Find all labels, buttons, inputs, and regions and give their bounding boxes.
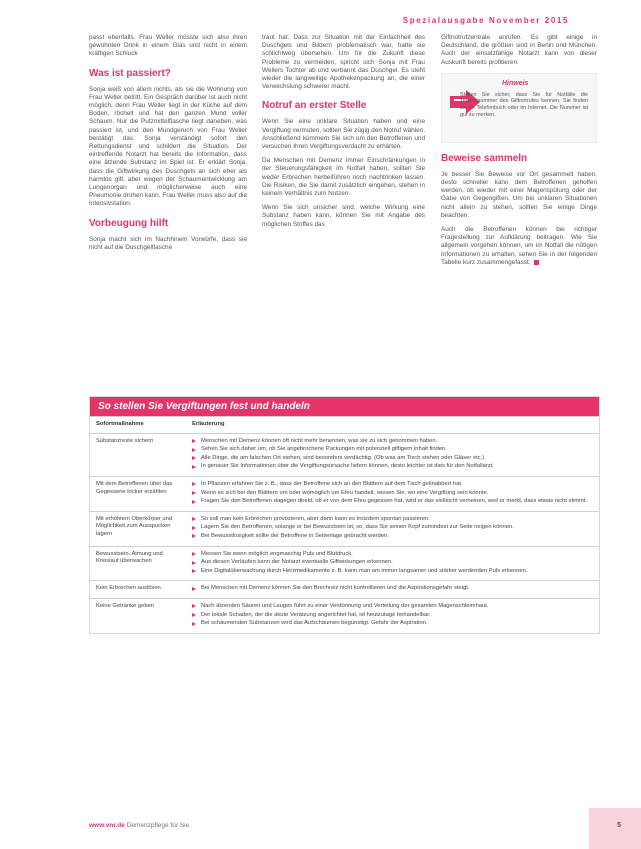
header-cell: Erläuterung — [192, 421, 225, 427]
paragraph-text: Auch die Betroffenen können bei richtiger Fragestellung zur Aufklärung beitragen. Wie Sie allgemein vorgehen können, um im Notfall die nötigen Informationen zu erhalten, sehen Sie in der folgenden Tabelle kurz zusammengefasst. — [441, 226, 597, 266]
bullet-item: Bei Bewusstlosigkeit sollte der Betroffene in Seitenlage gebracht werden. — [192, 533, 593, 541]
explanation-cell — [184, 434, 599, 476]
paragraph: Wenn Sie eine unklare Situation haben und eine Vergiftung vermuten, sollten Sie zügig den Notruf wählen. Anschließend kümmern Sie sich um den Betroffenen und versuchen Ihren Vergiftungsverdacht zu erhärten. — [262, 118, 425, 151]
paragraph: Je besser Sie Beweise vor Ort gesammelt haben, desto schneller kann dem Betroffenen geholfen werden, ob wieder mit einer Magenspülung oder der Gabe von Gegengiften. Um bei unklaren Situationen nicht allein zu stehen, sollten Sie einige Dinge beachten. — [441, 170, 597, 219]
measure-cell: Bewusstsein, Atmung und Kreislauf überwachen — [96, 550, 163, 565]
paragraph: Sonja macht sich im Nachhinein Vorwürfe, dass sie nicht auf die Duschgelflasche — [89, 235, 247, 251]
section-heading: Beweise sammeln — [441, 152, 528, 164]
bullet-item: Sehen Sie sich daher um, ob Sie angebrochene Packungen mit potenziell giftigem Inhalt finden. — [192, 446, 593, 454]
measure-cell: Keine Getränke geben — [96, 602, 155, 609]
bullet-item: Aus diesen Verläufen kann der Notarzt eventuelle Giftwirkungen erkennen. — [192, 559, 593, 567]
explanation-cell — [184, 581, 599, 598]
bullet-item: Nach ätzenden Säuren und Laugen führt zu einer Verdünnung und Verteilung der gesamten Magenschleimhaut. — [192, 603, 593, 611]
section-heading: Notruf an erster Stelle — [262, 100, 367, 112]
explanation-cell — [184, 599, 599, 633]
paragraph: Sonja weiß von allem nichts, als sie die Wohnung von Frau Weller betritt. Ein Gespräch darüber ist auch nicht möglich, denn Frau Weller liegt in der Küche auf dem Boden, röchelt und hat den ganzen Mund voller Schaum. Nur die Putzmittelflasche liegt daneben, was passiert ist, und den Mundgeruch von Frau Weller bestätigt das. Sonja verständigt sofort den Rettungsdienst und schildert die Situation. Der eintreffende Notarzt hat bereits die Information, dass eine ätzende Substanz im Spiel ist. Er erklärt Sonja, dass die Giftwirkung des Duschgels an sich eher als harmlos gilt, aber wegen der Schaumentwicklung am Lungenorgan und möglicherweise auch eine Pneumonie drohen kann. Frau Weller muss also auf die Intensivstation. — [89, 85, 247, 208]
table-row — [90, 476, 599, 511]
bullet-item: Der lokale Schaden, der die akute Verätzung angerichtet hat, ist heutzutage behandelbar. — [192, 612, 593, 620]
paragraph — [441, 226, 597, 267]
paragraph: traut hat. Dass zur Situation mit der Einfachheit des Duschgels und Bildern problematisch war, hatte sie schlichtweg übersehen. Um für die Zukunft diese Probleme zu vermeiden, spricht sich Sonja mit Frau Wellers Tochter ab und verbannt das Duschgel. Es steht wieder die langweilige Apothekenpackung an, die einer Verwechslung schwerer macht. — [262, 34, 425, 91]
explanation-cell — [184, 512, 599, 546]
measure-cell: Kein Erbrechen auslösen — [96, 585, 161, 592]
column-3 — [441, 34, 597, 273]
hint-box — [441, 73, 597, 143]
table-body — [90, 433, 599, 633]
bullet-item: Messen Sie wenn möglich engmaschig Puls und Blutdruck. — [192, 551, 593, 559]
measure-cell: Mit erhöhtem Oberkörper und Möglichkeit zum Ausspucken lagern — [96, 515, 173, 537]
bullet-item: Wenn es sich bei den Blättern um oder womöglich um Efeu handelt, wissen Sie, wo eine Vergiftung sein könnte. — [192, 490, 593, 498]
bullet-item: Fragen Sie den Betroffenen dagegen direkt, ob er von dem Efeu gegessen hat, wird er das vielleicht verneinen, weil er merkt, dass etwas nicht stimmt. — [192, 498, 593, 506]
bullet-item: Lagern Sie den Betroffenen, solange er bei Bewusstsein ist, so, dass Sie seinen Kopf zumindest zur Seite neigen können. — [192, 524, 593, 532]
explanation-cell — [184, 477, 599, 511]
bullet-item: Bei Menschen mit Demenz können Sie den Brechreiz nicht kontrollieren und die Aspirationsgefahr steigt. — [192, 585, 593, 593]
paragraph: passt ebenfalls. Frau Weller müsste sich also ihren gewohnten Drink in einem Glas und nicht in einem kräftigen Schluck — [89, 34, 247, 58]
paragraph: Da Menschen mit Demenz immer Einschränkungen in der Steuerungsfähigkeit im Notfall haben, sollten Sie weder Erbrechen herbeiführen noch nachtrinken lassen. Die Risiken, die Sie damit zusätzlich eingehen, stehen in keinem Verhältnis zum Nutzen. — [262, 157, 425, 198]
paragraph: Wenn Sie sich unsicher sind, welche Wirkung eine Substanz haben kann, können Sie mit Angabe des möglichen Stoffes das — [262, 204, 425, 228]
measure-cell: Mit dem Betroffenen über das Gegessene locker erzählen — [96, 480, 173, 495]
bullet-item: Alle Dinge, die am falschen Ort stehen, sind besonders verdächtig. (Ob was am Tisch stehen oder Gläser etc.) — [192, 455, 593, 463]
end-mark-icon — [534, 260, 539, 265]
bullet-item: Menschen mit Demenz können oft nicht mehr benennen, was sie zu sich genommen haben. — [192, 438, 593, 446]
column-2 — [262, 34, 425, 235]
bullet-item: So soll man kein Erbrechen provozieren, aber dann kann es trotzdem spontan passieren. — [192, 516, 593, 524]
bullet-item: In genauer Sie Informationen über die Vergiftungsursache liefern können, desto leichter ist dies für den Notfallarzt. — [192, 463, 593, 471]
hint-title: Hinweis — [502, 79, 529, 87]
bullet-item: In Pflanzen erfahren Sie z. B., dass der Betroffene sich an den Blättern auf dem Tisch geknabbert hat. — [192, 481, 593, 489]
table-header-row — [90, 416, 599, 433]
bullet-item: Eine Digitalüberwachung durch Herzmedikamente z. B. kann man am immer langsamer und stärker werdenden Puls erkennen. — [192, 568, 593, 576]
page-footer — [89, 822, 189, 829]
page-number-tab — [589, 808, 641, 849]
hint-text: Stellen Sie sicher, dass Sie für Notfälle die Telefonnummer des Giftnotrufes kennen. Sie finden sie im Telefonbuch oder im Internet. Die Nummer ist gut zu merken. — [460, 91, 588, 118]
header-cell: Sofortmaßnahme — [96, 421, 144, 427]
table-row — [90, 511, 599, 546]
table-row — [90, 580, 599, 598]
paragraph: Giftnotrufzentrale anrufen. Es gibt einige in Deutschland, die größten sind in Berlin und München. Auch der einsatzfähige Notarzt kann von dieser Auskunft bereits profitieren. — [441, 34, 597, 66]
measure-cell: Substanzreste sichern — [96, 437, 154, 444]
table-title: So stellen Sie Vergiftungen fest und handeln — [90, 397, 599, 416]
footer-url[interactable]: www.vnr.de — [89, 822, 125, 829]
column-1 — [89, 34, 247, 258]
info-table — [89, 396, 600, 634]
page-header: Spezialausgabe November 2015 — [402, 16, 569, 25]
table-row — [90, 433, 599, 476]
page-number: 5 — [617, 822, 621, 829]
table-row — [90, 546, 599, 581]
section-heading: Vorbeugung hilft — [89, 217, 169, 229]
bullet-item: Bei schäumenden Substanzen wird das Aufschäumen begünstigt. Gefahr der Aspiration. — [192, 620, 593, 628]
explanation-cell — [184, 547, 599, 581]
table-row — [90, 598, 599, 633]
footer-text: Demenzpflege für Sie — [126, 822, 190, 829]
section-heading: Was ist passiert? — [89, 67, 171, 79]
